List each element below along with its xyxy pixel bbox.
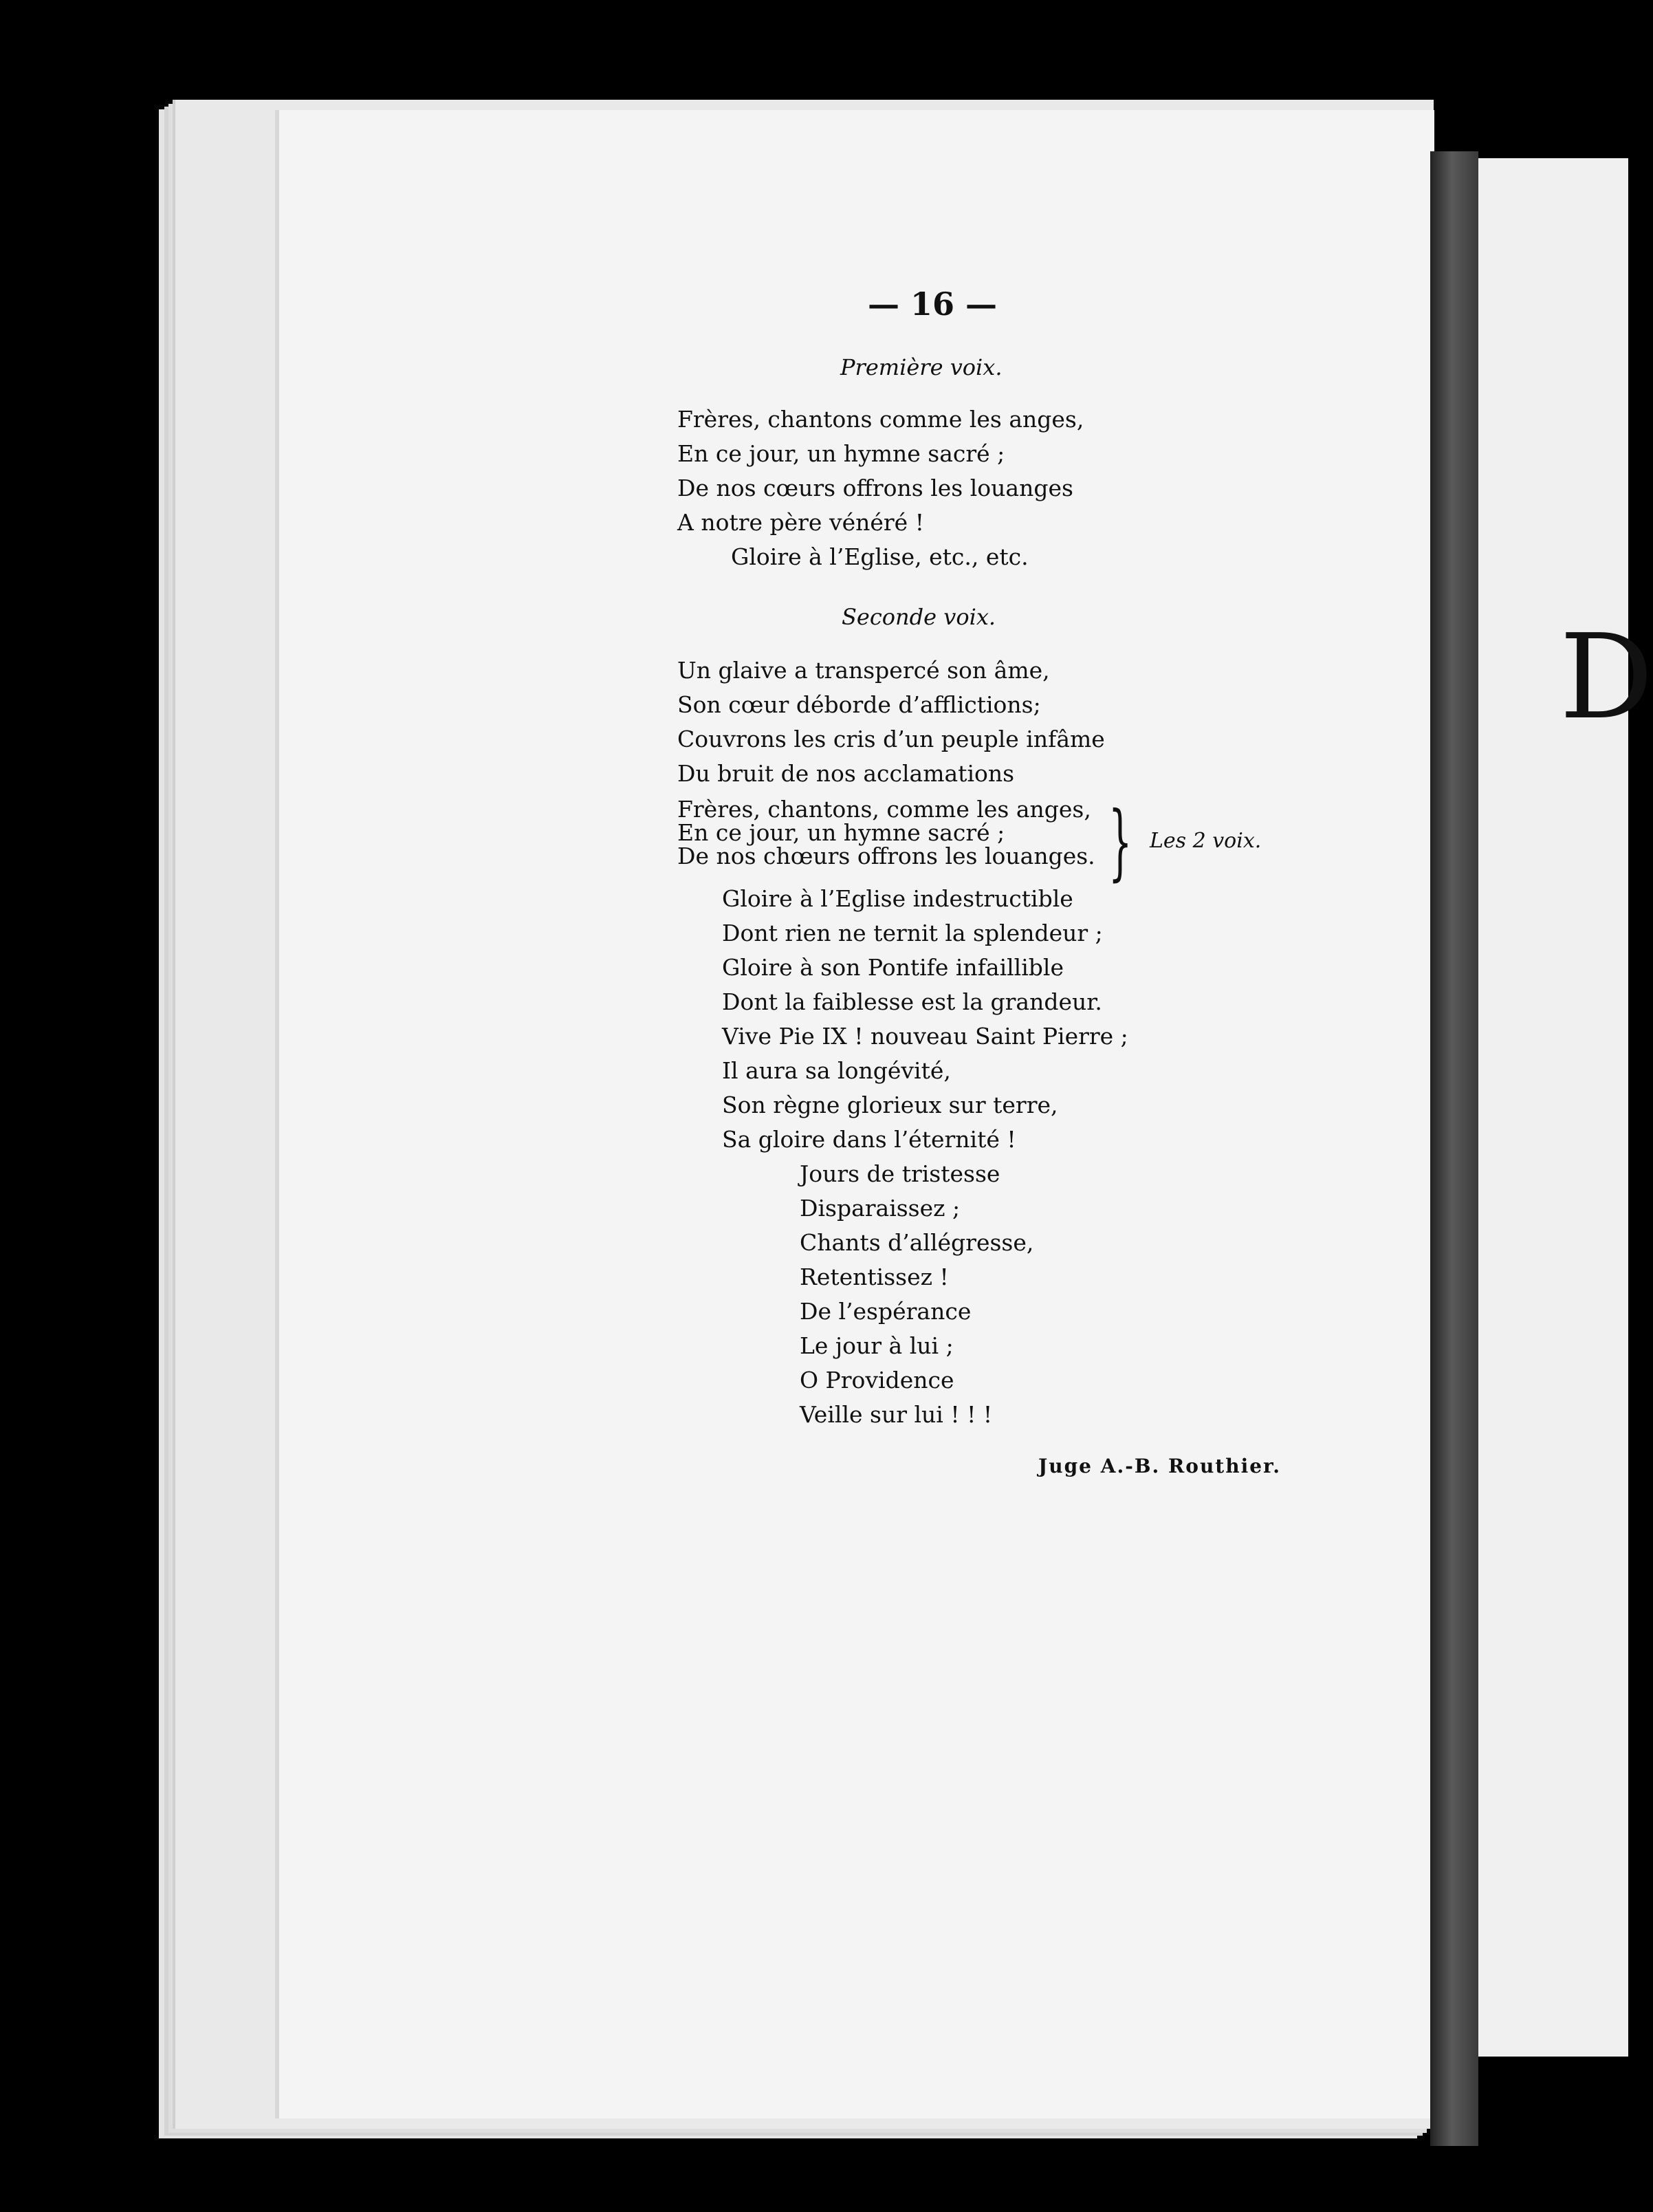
stanza-first-voice <box>677 402 1084 574</box>
verse-line: Gloire à l’Eglise, etc., etc. <box>731 543 1029 570</box>
verse-line: En ce jour, un hymne sacré ; <box>677 440 1005 467</box>
facing-page-letter: D <box>1559 609 1653 746</box>
verse-line: Un glaive a transpercé son âme, <box>677 657 1050 684</box>
verse-line: Jours de tristesse <box>800 1160 1000 1187</box>
verse-line: Son règne glorieux sur terre, <box>722 1092 1058 1118</box>
verse-line: Dont rien ne ternit la splendeur ; <box>722 920 1103 946</box>
stanza-second-voice <box>677 653 1105 791</box>
verse-line: O Providence <box>800 1367 954 1394</box>
stanza-refrain <box>722 882 1128 1157</box>
verse-line: Disparaissez ; <box>800 1195 961 1222</box>
verse-line: Le jour à lui ; <box>800 1332 954 1359</box>
verse-line: Vive Pie IX ! nouveau Saint Pierre ; <box>722 1023 1128 1050</box>
section-heading-second-voice: Seconde voix. <box>842 604 996 630</box>
verse-line: Chants d’allégresse, <box>800 1229 1034 1256</box>
verse-line: De l’espérance <box>800 1298 972 1325</box>
verse-line: De nos cœurs offrons les louanges <box>677 475 1073 501</box>
verse-line: A notre père vénéré ! <box>677 509 924 536</box>
verse-line: Du bruit de nos acclamations <box>677 760 1015 787</box>
chorus-note: Les 2 voix. <box>1150 829 1262 853</box>
stanza-chorus <box>677 798 1095 868</box>
page-number: — 16 — <box>868 285 998 323</box>
verse-line: Il aura sa longévité, <box>722 1057 951 1084</box>
verse-line: Dont la faiblesse est la grandeur. <box>722 988 1102 1015</box>
stanza-finale <box>800 1157 1033 1432</box>
verse-line: Sa gloire dans l’éternité ! <box>722 1126 1016 1153</box>
author-signature: Juge A.-B. Routhier. <box>1038 1455 1281 1477</box>
verse-line: Retentissez ! <box>800 1264 949 1290</box>
section-heading-first-voice: Première voix. <box>840 354 1003 380</box>
verse-line: Veille sur lui ! ! ! <box>800 1401 993 1428</box>
chorus-brace: } <box>1108 794 1132 890</box>
book-gutter <box>1430 151 1478 2146</box>
verse-line: Gloire à son Pontife infaillible <box>722 954 1064 981</box>
facing-page <box>1478 158 1628 2057</box>
verse-line: Frères, chantons, comme les anges, <box>677 796 1091 823</box>
verse-line: Son cœur déborde d’afflictions; <box>677 691 1041 718</box>
verse-line: De nos chœurs offrons les louanges. <box>677 843 1095 869</box>
verse-line: En ce jour, un hymne sacré ; <box>677 819 1005 846</box>
verse-line: Gloire à l’Eglise indestructible <box>722 885 1073 912</box>
verse-line: Couvrons les cris d’un peuple infâme <box>677 726 1105 752</box>
verse-line: Frères, chantons comme les anges, <box>677 406 1084 433</box>
